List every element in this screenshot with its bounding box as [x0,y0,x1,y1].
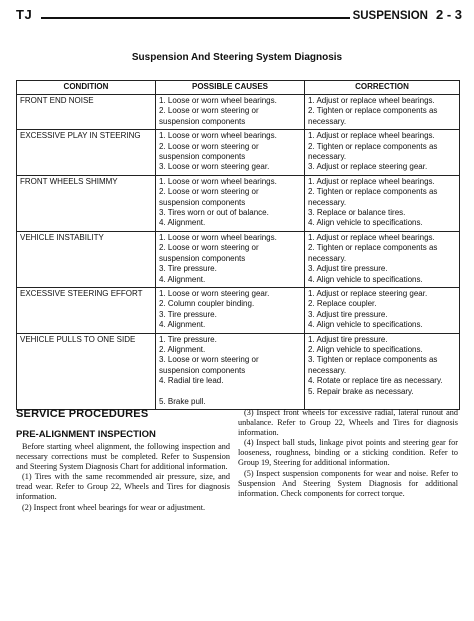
correction-cell [305,95,460,130]
page-header [16,3,462,25]
correction-item: 4. Align vehicle to specifications. [308,218,423,228]
correction-item: 1. Adjust or replace wheel bearings. [308,232,435,242]
column-header-condition: CONDITION [17,81,156,95]
correction-item: 2. Tighten or replace components as necessary. [308,141,438,162]
causes-cell [156,231,305,287]
correction-cell [305,231,460,287]
cause-item: 4. Radial tire lead. [159,376,224,386]
service-column-left [16,408,230,513]
correction-cell [305,287,460,333]
table-row [17,231,460,287]
diagnosis-table [16,80,460,410]
table-row [17,287,460,333]
cause-item: 1. Loose or worn wheel bearings. [159,176,277,186]
step-paragraph: (1) Tires with the same recommended air pressure, size, and tread wear. Refer to Group 22, Wheels and Tires for diagnosis information. [16,472,230,502]
cause-item: 4. Alignment. [159,218,206,228]
cause-item: 4. Alignment. [159,274,206,284]
correction-cell [305,333,460,410]
cause-item: 3. Loose or worn steering gear. [159,162,270,172]
condition-cell [17,333,156,410]
header-rule [41,17,350,19]
condition-label: VEHICLE INSTABILITY [20,232,104,242]
correction-item: 3. Adjust or replace steering gear. [308,162,428,172]
condition-cell [17,95,156,130]
cause-item: 2. Alignment. [159,344,206,354]
correction-item: 5. Repair brake as necessary. [308,386,414,396]
section-heading [353,7,462,22]
correction-item: 1. Adjust or replace steering gear. [308,288,428,298]
subsection-title: PRE-ALIGNMENT INSPECTION [16,429,156,440]
cause-item: 3. Tires worn or out of balance. [159,208,269,218]
causes-cell [156,175,305,231]
table-header-row [17,81,460,95]
correction-item: 1. Adjust or replace wheel bearings. [308,176,435,186]
correction-item: 3. Replace or balance tires. [308,208,406,218]
correction-item: 4. Align vehicle to specifications. [308,320,423,330]
table-row [17,175,460,231]
cause-item: 3. Tire pressure. [159,264,217,274]
causes-cell [156,333,305,410]
cause-item: 3. Loose or worn steering or suspension components [159,355,259,375]
condition-label: EXCESSIVE STEERING EFFORT [20,288,143,298]
section-title: SERVICE PROCEDURES [16,408,149,420]
correction-item: 3. Tighten or replace components as necessary. [308,355,438,375]
step-paragraph: (4) Inspect ball studs, linkage pivot points and steering gear for looseness, roughness, binding or a sticking condition. Refer to Group 19, Steering for additional information. [238,438,458,468]
cause-item: 2. Column coupler binding. [159,299,255,309]
correction-item: 1. Adjust or replace wheel bearings. [308,131,435,141]
page-number: 2 - 3 [435,7,462,22]
condition-label: FRONT WHEELS SHIMMY [20,176,118,186]
table-body [17,95,460,410]
cause-item: 5. Brake pull. [159,396,206,406]
table-row [17,333,460,410]
condition-label: VEHICLE PULLS TO ONE SIDE [20,334,136,344]
condition-label: EXCESSIVE PLAY IN STEERING [20,131,141,141]
causes-cell [156,95,305,130]
cause-item: 2. Loose or worn steering or suspension components [159,187,259,207]
service-column-right [238,408,458,499]
cause-item: 1. Loose or worn wheel bearings. [159,232,277,242]
correction-item: 2. Replace coupler. [308,299,377,309]
condition-label: FRONT END NOISE [20,96,94,105]
cause-item: 1. Loose or worn wheel bearings. [159,131,277,141]
intro-paragraph: Before starting wheel alignment, the following inspection and necessary corrections must be completed. Refer to Suspension and Steering System Diagnosis Chart for additional information. [16,442,230,472]
correction-item: 4. Align vehicle to specifications. [308,274,423,284]
correction-item: 2. Align vehicle to specifications. [308,344,423,354]
correction-cell [305,130,460,176]
step-paragraph: (3) Inspect front wheels for excessive radial, lateral runout and unbalance. Refer to Group 22, Wheels and Tires for diagnosis information. [238,408,458,438]
cause-item: 3. Tire pressure. [159,309,217,319]
cause-item: 4. Alignment. [159,320,206,330]
correction-item: 2. Tighten or replace components as necessary. [308,243,438,263]
column-header-correction: CORRECTION [305,81,460,95]
correction-item: 1. Adjust or replace wheel bearings. [308,96,435,105]
correction-item: 4. Rotate or replace tire as necessary. [308,376,443,386]
column-header-causes: POSSIBLE CAUSES [156,81,305,95]
cause-item [159,387,301,397]
table-title: Suspension And Steering System Diagnosis [131,52,343,63]
condition-cell [17,130,156,176]
model-code: TJ [16,7,33,22]
condition-cell [17,287,156,333]
correction-item: 3. Adjust tire pressure. [308,309,388,319]
step-paragraph: (5) Inspect suspension components for wear and noise. Refer to Suspension And Steering System Diagnosis for additional information. Check components for correct torque. [238,468,458,498]
cause-item: 2. Loose or worn steering or suspension components [159,106,259,126]
correction-item: 3. Adjust tire pressure. [308,264,388,274]
step-paragraph: (2) Inspect front wheel bearings for wear or adjustment. [22,502,206,512]
cause-item: 2. Loose or worn steering or suspension components [159,141,259,162]
correction-item: 2. Tighten or replace components as necessary. [308,187,438,207]
table-row [17,130,460,176]
condition-cell [17,175,156,231]
cause-item: 1. Loose or worn wheel bearings. [159,96,277,105]
condition-cell [17,231,156,287]
correction-cell [305,175,460,231]
causes-cell [156,130,305,176]
cause-item: 1. Tire pressure. [159,334,217,344]
causes-cell [156,287,305,333]
section-name: SUSPENSION [352,10,428,22]
correction-item: 1. Adjust tire pressure. [308,334,388,344]
cause-item: 2. Loose or worn steering or suspension components [159,243,259,263]
cause-item: 1. Loose or worn steering gear. [159,288,270,298]
correction-item: 2. Tighten or replace components as necessary. [308,106,438,126]
table-row [17,95,460,130]
